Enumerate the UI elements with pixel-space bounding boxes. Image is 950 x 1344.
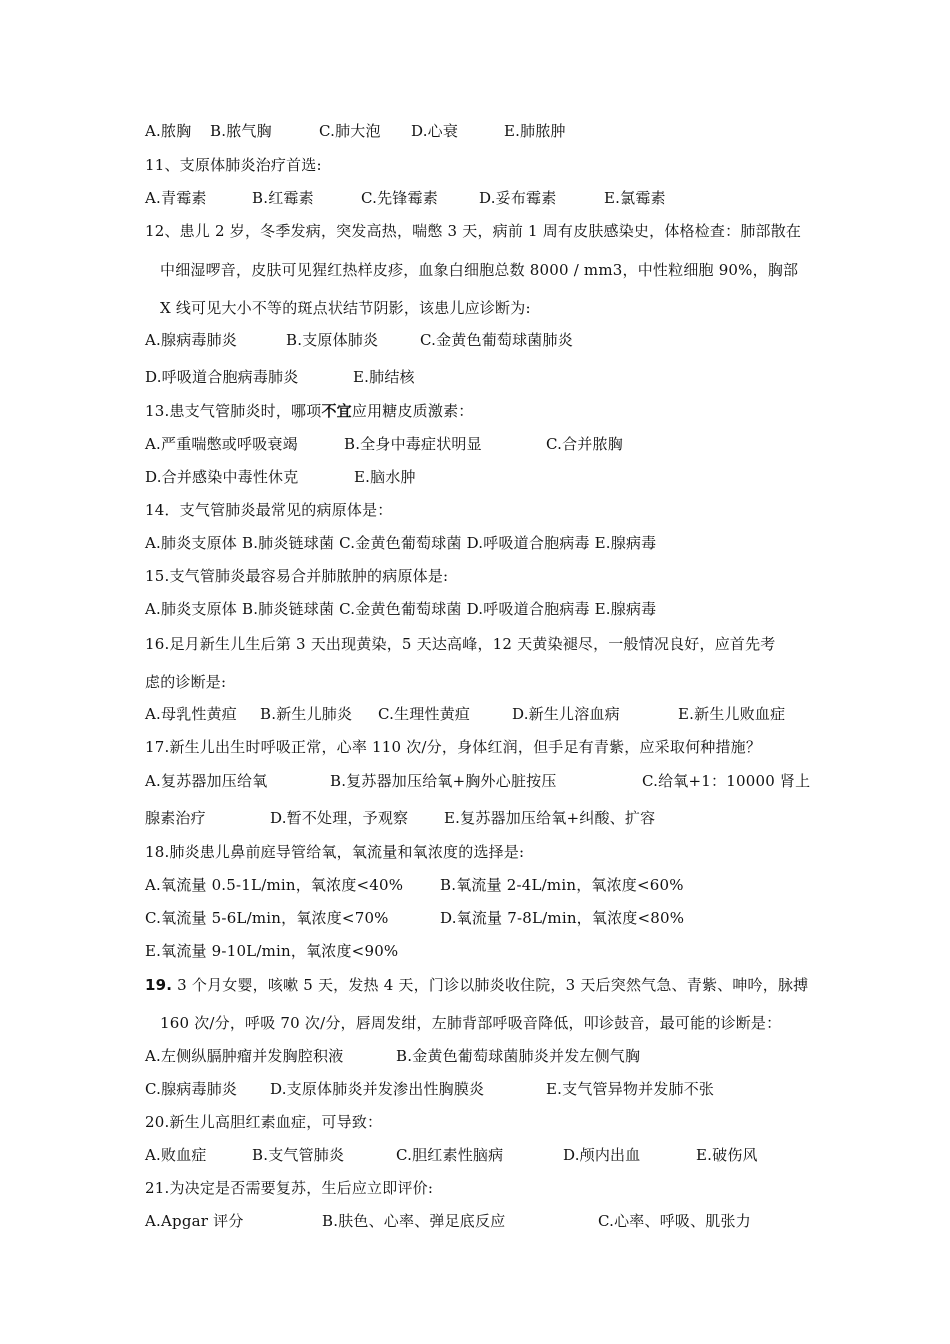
option-c: C.给氧+1：10000 肾上 xyxy=(642,772,811,790)
option-b: B.脓气胸 xyxy=(210,122,272,140)
question-16-line-2: 虑的诊断是: xyxy=(145,673,227,691)
option-c: C.腺病毒肺炎 xyxy=(145,1080,238,1098)
option-a: A.腺病毒肺炎 xyxy=(145,331,238,349)
option-e: E.肺结核 xyxy=(353,368,415,386)
option-d: D.暂不处理，予观察 xyxy=(270,809,409,827)
question-11: 11、支原体肺炎治疗首选: xyxy=(145,156,322,174)
option-b: B.红霉素 xyxy=(252,189,314,207)
q15-options: A.肺炎支原体 B.肺炎链球菌 C.金黄色葡萄球菌 D.呼吸道合胞病毒 E.腺病毒 xyxy=(145,600,657,618)
question-13-emphasis: 不宜 xyxy=(321,402,352,420)
question-13-suffix: 应用糖皮质激素： xyxy=(351,402,474,420)
option-d: D.妥布霉素 xyxy=(479,189,557,207)
option-d: D.心衰 xyxy=(411,122,459,140)
question-19-text: 3 个月女婴，咳嗽 5 天，发热 4 天，门诊以肺炎收住院，3 天后突然气急、青紫、呻吟，脉搏 xyxy=(172,976,809,994)
option-b: B.肤色、心率、弹足底反应 xyxy=(322,1212,506,1230)
option-c: C.生理性黄疸 xyxy=(378,705,471,723)
option-a: A.母乳性黄疸 xyxy=(145,705,238,723)
option-c: C.合并脓胸 xyxy=(546,435,623,453)
option-d: D.呼吸道合胞病毒肺炎 xyxy=(145,368,299,386)
question-12-line-2: 中细湿啰音，皮肤可见猩红热样皮疹，血象白细胞总数 8000 / mm3，中性粒细胞 90%，胸部 xyxy=(160,261,799,279)
option-d: D.氧流量 7-8L/min，氧浓度<80% xyxy=(440,909,685,927)
option-d: D.颅内出血 xyxy=(563,1146,641,1164)
option-b: B.复苏器加压给氧+胸外心脏按压 xyxy=(330,772,557,790)
option-b: B.新生儿肺炎 xyxy=(260,705,353,723)
option-a: A.青霉素 xyxy=(145,189,207,207)
question-19-line-2: 160 次/分，呼吸 70 次/分，唇周发绀，左肺背部呼吸音降低，叩诊鼓音，最可能的诊断是： xyxy=(160,1014,782,1032)
option-c: C.胆红素性脑病 xyxy=(396,1146,504,1164)
option-b: B.支原体肺炎 xyxy=(286,331,379,349)
option-e: E.支气管异物并发肺不张 xyxy=(546,1080,715,1098)
option-e: E.脑水肿 xyxy=(354,468,416,486)
option-e: E.破伤风 xyxy=(696,1146,758,1164)
question-13-prefix: 13.患支气管肺炎时，哪项 xyxy=(145,402,322,420)
question-15: 15.支气管肺炎最容易合并肺脓肿的病原体是: xyxy=(145,567,449,585)
question-19-number: 19. xyxy=(145,976,173,994)
option-a: A.左侧纵膈肿瘤并发胸腔积液 xyxy=(145,1047,344,1065)
option-e: E.氯霉素 xyxy=(604,189,666,207)
question-14: 14．支气管肺炎最常见的病原体是： xyxy=(145,501,393,519)
option-e: E.新生儿败血症 xyxy=(678,705,786,723)
question-12-line-1: 12、患儿 2 岁，冬季发病，突发高热，喘憋 3 天，病前 1 周有皮肤感染史，体格检查：肺部散在 xyxy=(145,222,802,240)
option-c: C.先锋霉素 xyxy=(361,189,438,207)
option-b: B.金黄色葡萄球菌肺炎并发左侧气胸 xyxy=(396,1047,641,1065)
question-21: 21.为决定是否需要复苏，生后应立即评价: xyxy=(145,1179,434,1197)
question-16-line-1: 16.足月新生儿生后第 3 天出现黄染，5 天达高峰，12 天黄染褪尽，一般情况良好，应首先考 xyxy=(145,635,776,653)
option-b: B.氧流量 2-4L/min，氧浓度<60% xyxy=(440,876,684,894)
option-a: A.严重喘憋或呼吸衰竭 xyxy=(145,435,298,453)
option-e: E.肺脓肿 xyxy=(504,122,566,140)
q18-option-e: E.氧流量 9-10L/min，氧浓度<90% xyxy=(145,942,399,960)
option-a: A.Apgar 评分 xyxy=(145,1212,244,1230)
option-d: D.新生儿溶血病 xyxy=(512,705,620,723)
option-e: E.复苏器加压给氧+纠酸、扩容 xyxy=(444,809,656,827)
option-a: A.氧流量 0.5-1L/min，氧浓度<40% xyxy=(145,876,404,894)
question-17: 17.新生儿出生时呼吸正常，心率 110 次/分，身体红润，但手足有青紫，应采取何种措施？ xyxy=(145,738,762,756)
option-b: B.全身中毒症状明显 xyxy=(344,435,482,453)
option-c: C.肺大泡 xyxy=(319,122,381,140)
q14-options: A.肺炎支原体 B.肺炎链球菌 C.金黄色葡萄球菌 D.呼吸道合胞病毒 E.腺病毒 xyxy=(145,534,657,552)
option-a: A.复苏器加压给氧 xyxy=(145,772,268,790)
option-a: A.败血症 xyxy=(145,1146,207,1164)
option-c: C.氧流量 5-6L/min，氧浓度<70% xyxy=(145,909,389,927)
question-18: 18.肺炎患儿鼻前庭导管给氧，氧流量和氧浓度的选择是: xyxy=(145,843,525,861)
option-c: C.心率、呼吸、肌张力 xyxy=(598,1212,751,1230)
option-c: C.金黄色葡萄球菌肺炎 xyxy=(420,331,573,349)
question-12-line-3: X 线可见大小不等的斑点状结节阴影，该患儿应诊断为: xyxy=(160,299,531,317)
option-d: D.支原体肺炎并发渗出性胸膜炎 xyxy=(270,1080,485,1098)
option-c-continued: 腺素治疗 xyxy=(145,809,206,827)
option-d: D.合并感染中毒性休克 xyxy=(145,468,299,486)
option-b: B.支气管肺炎 xyxy=(252,1146,345,1164)
question-13 xyxy=(145,401,473,421)
option-a: A.脓胸 xyxy=(145,122,192,140)
question-19-line-1 xyxy=(145,975,808,995)
question-20: 20.新生儿高胆红素血症，可导致： xyxy=(145,1113,383,1131)
